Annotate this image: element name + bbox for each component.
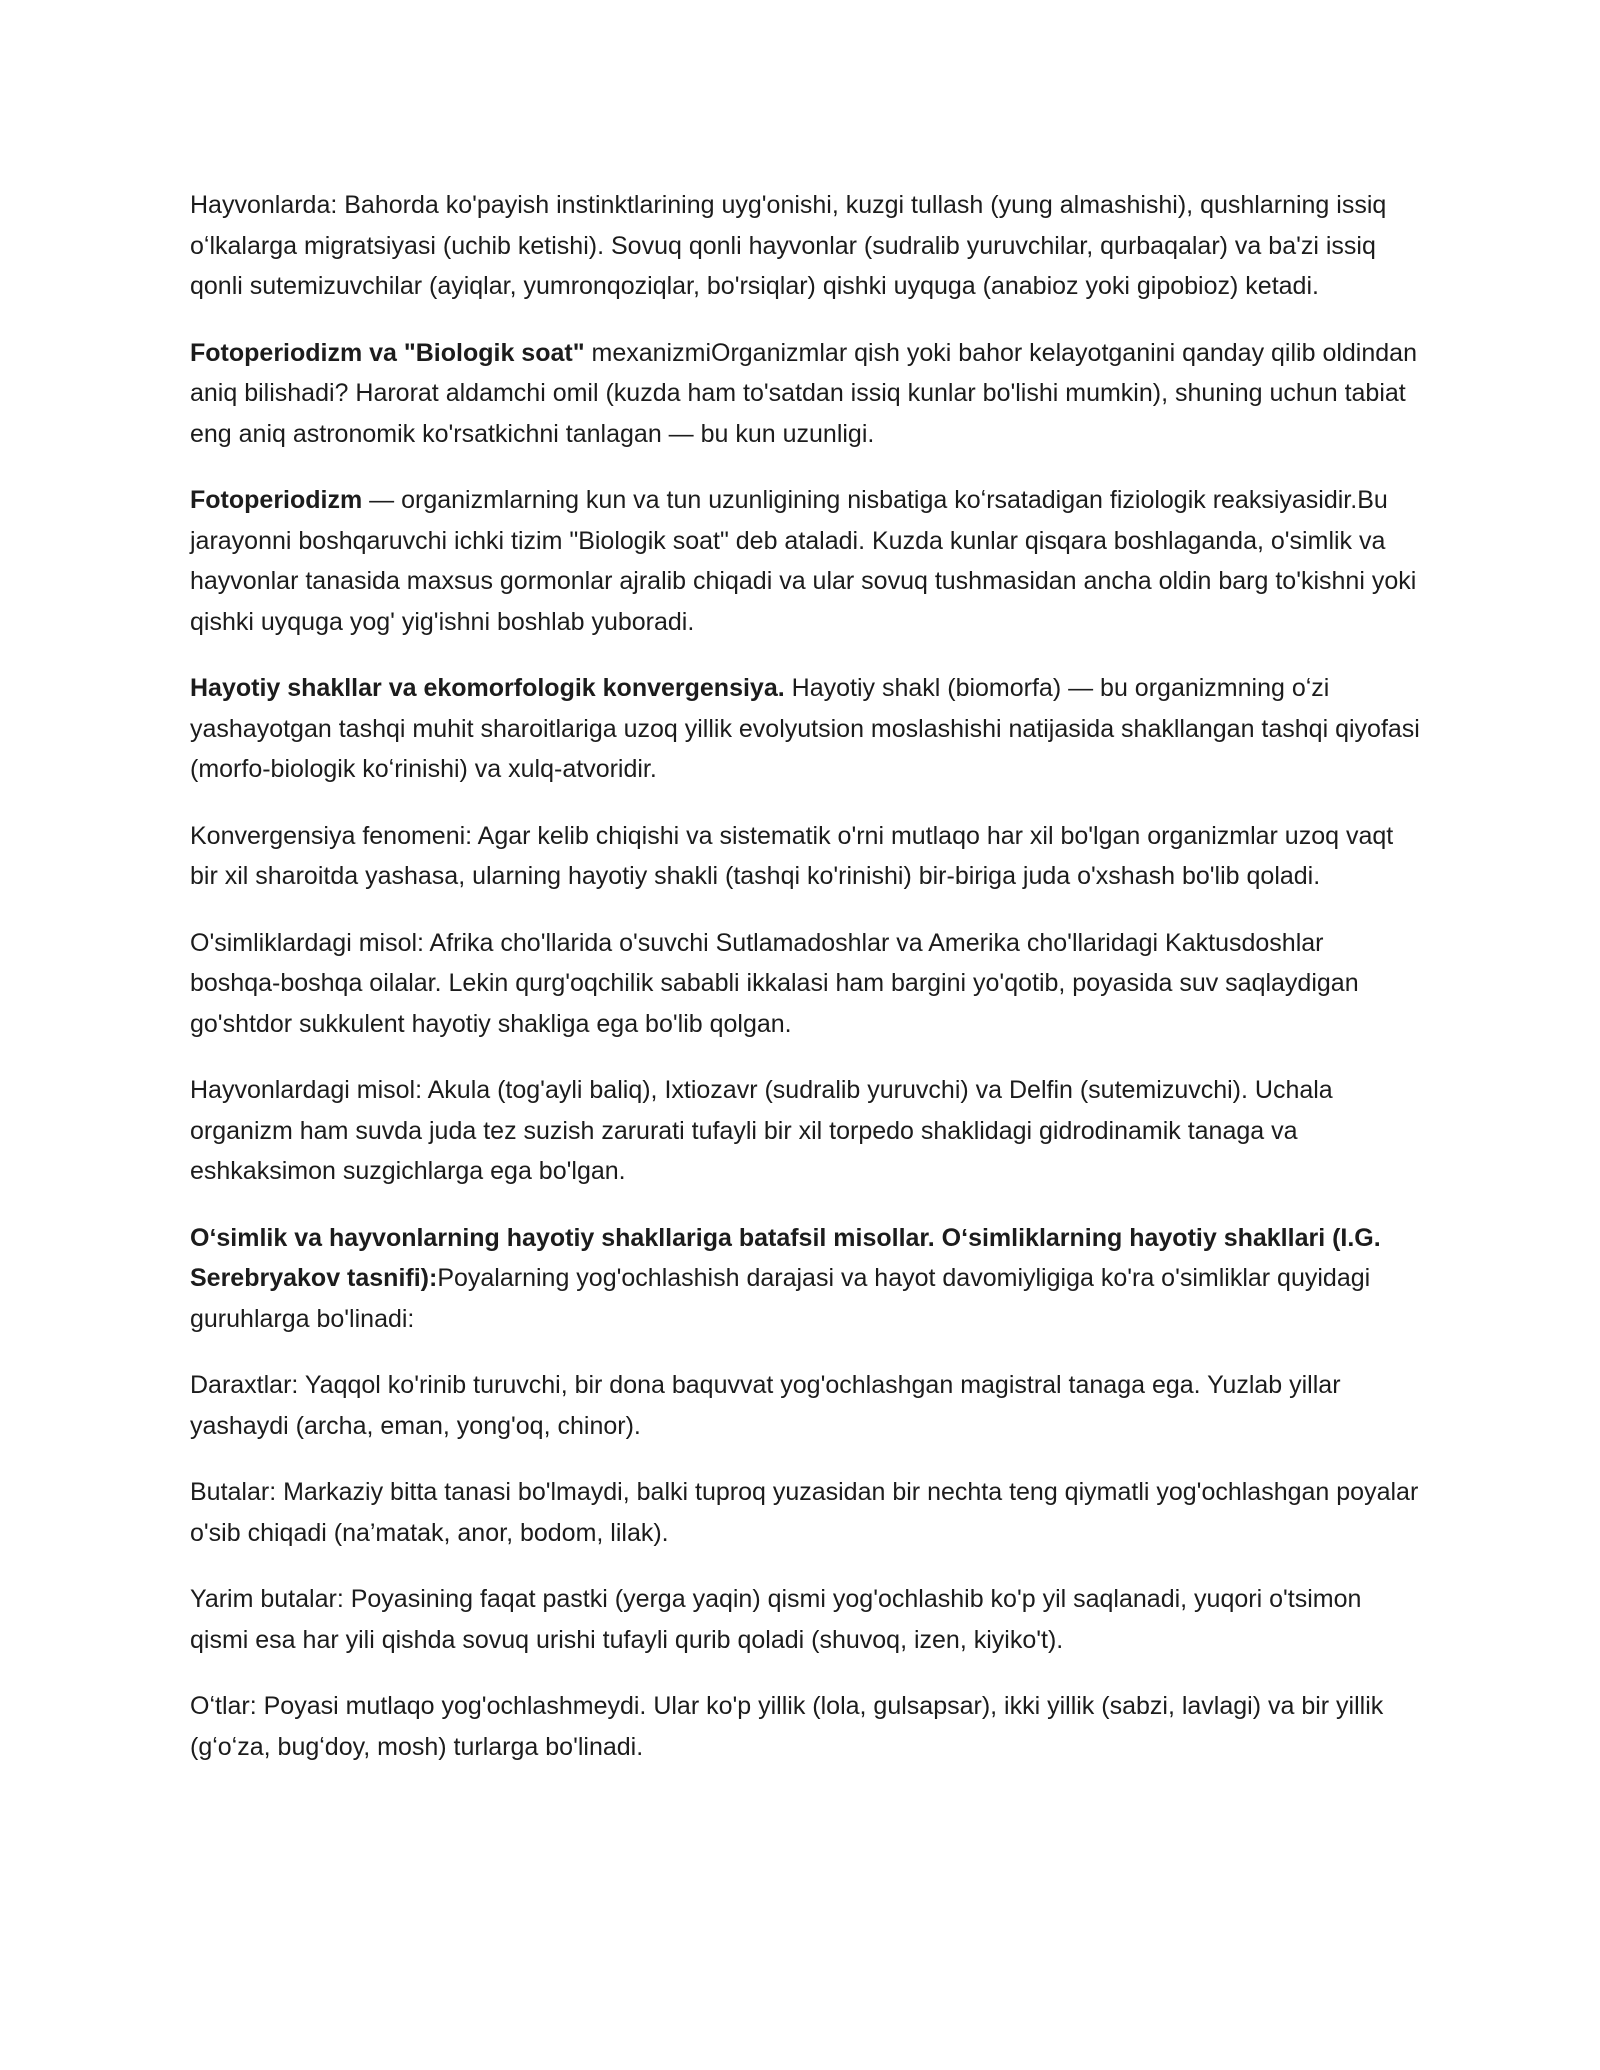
- paragraph-life-forms: [190, 668, 1420, 790]
- paragraph-text: Poyalarning yog'ochlashish darajasi va hayot davomiyligiga ko'ra o'simliklar quyidagi guruhlarga bo'linadi:: [190, 1264, 1371, 1333]
- document-page: [190, 185, 1420, 1793]
- paragraph-bold-lead: Hayotiy shakllar va ekomorfologik konvergensiya.: [190, 674, 785, 702]
- paragraph-text: O'simliklardagi misol: Afrika cho'llarida o'suvchi Sutlamadoshlar va Amerika cho'llaridagi Kaktusdoshlar boshqa-boshqa oilalar. Lekin qurg'oqchilik sababli ikkalasi ham bargini yo'qotib, poyasida suv saqlaydigan go'shtdor sukkulent hayotiy shakliga ega bo'lib qolgan.: [190, 928, 1359, 1038]
- paragraph-plant-example: [190, 923, 1420, 1045]
- paragraph-bold-lead: Oʻsimlik va hayvonlarning hayotiy shakllariga batafsil misollar. Oʻsimliklarning hayotiy shakllari (I.G. Serebryakov tasnifi):: [190, 1223, 1381, 1292]
- paragraph-convergence: [190, 816, 1420, 897]
- paragraph-text: Oʻtlar: Poyasi mutlaqo yog'ochlashmeydi. Ular ko'p yillik (lola, gulsapsar), ikki yillik (sabzi, lavlagi) va bir yillik (gʻoʻza, bugʻdoy, mosh) turlarga bo'linadi.: [190, 1692, 1384, 1761]
- paragraph-text: Konvergensiya fenomeni: Agar kelib chiqishi va sistematik o'rni mutlaqo har xil bo'lgan organizmlar uzoq vaqt bir xil sharoitda yashasa, ularning hayotiy shakli (tashqi ko'rinishi) bir-biriga juda o'xshash bo'lib qoladi.: [190, 821, 1394, 890]
- paragraph-text: Hayvonlardagi misol: Akula (tog'ayli baliq), Ixtiozavr (sudralib yuruvchi) va Delfin (sutemizuvchi). Uchala organizm ham suvda juda tez suzish zarurati tufayli bir xil torpedo shaklidagi gidrodinamik tanaga va eshkaksimon suzgichlarga ega bo'lgan.: [190, 1076, 1333, 1185]
- paragraph-serebryakov-classification: [190, 1218, 1420, 1340]
- paragraph-half-shrubs: [190, 1579, 1420, 1660]
- paragraph-text: Butalar: Markaziy bitta tanasi bo'lmaydi, balki tuproq yuzasidan bir nechta teng qiymatli yog'ochlashgan poyalar o'sib chiqadi (na’matak, anor, bodom, lilak).: [190, 1478, 1419, 1547]
- paragraph-shrubs: [190, 1472, 1420, 1553]
- paragraph-text: Yarim butalar: Poyasining faqat pastki (yerga yaqin) qismi yog'ochlashib ko'p yil saqlanadi, yuqori o'tsimon qismi esa har yili qishda sovuq urishi tufayli qurib qoladi (shuvoq, izen, kiyiko't).: [190, 1585, 1362, 1654]
- paragraph-text: — organizmlarning kun va tun uzunligining nisbatiga koʻrsatadigan fiziologik reaksiyasidir.Bu jarayonni boshqaruvchi ichki tizim "Biologik soat" deb ataladi. Kuzda kunlar qisqara boshlaganda, o'simlik va hayvonlar tanasida maxsus gormonlar ajralib chiqadi va ular sovuq tushmasidan ancha oldin barg to'kishni yoki qishki uyquga yog' yig'ishni boshlab yuboradi.: [190, 486, 1417, 636]
- paragraph-trees: [190, 1365, 1420, 1446]
- paragraph-bold-lead: Fotoperiodizm va "Biologik soat": [190, 338, 585, 367]
- paragraph-text: Hayvonlarda: Bahorda ko'payish instinktlarining uyg'onishi, kuzgi tullash (yung almashishi), qushlarning issiq oʻlkalarga migratsiyasi (uchib ketishi). Sovuq qonli hayvonlar (sudralib yuruvchilar, qurbaqalar) va ba'zi issiq qonli sutemizuvchilar (ayiqlar, yumronqoziqlar, bo'rsiqlar) qishki uyquga (anabioz yoki gipobioz) ketadi.: [190, 191, 1387, 300]
- paragraph-animal-example: [190, 1070, 1420, 1192]
- paragraph-text: Hayotiy shakl (biomorfa) — bu organizmning oʻzi yashayotgan tashqi muhit sharoitlariga uzoq yillik evolyutsion moslashishi natijasida shakllangan tashqi qiyofasi (morfo-biologik koʻrinishi) va xulq-atvoridir.: [190, 674, 1420, 783]
- paragraph-photoperiodism-mechanism: [190, 333, 1420, 455]
- paragraph-animals-seasonal: [190, 185, 1420, 307]
- paragraph-herbs: [190, 1686, 1420, 1767]
- paragraph-text: Daraxtlar: Yaqqol ko'rinib turuvchi, bir dona baquvvat yog'ochlashgan magistral tanaga ega. Yuzlab yillar yashaydi (archa, eman, yong'oq, chinor).: [190, 1371, 1341, 1440]
- paragraph-bold-lead: Fotoperiodizm: [190, 486, 363, 514]
- paragraph-text: mexanizmiOrganizmlar qish yoki bahor kelayotganini qanday qilib oldindan aniq bilishadi? Harorat aldamchi omil (kuzda ham to'satdan issiq kunlar bo'lishi mumkin), shuning uchun tabiat eng aniq astronomik ko'rsatkichni tanlagan — bu kun uzunligi.: [190, 338, 1417, 448]
- paragraph-photoperiodism-definition: [190, 480, 1420, 642]
